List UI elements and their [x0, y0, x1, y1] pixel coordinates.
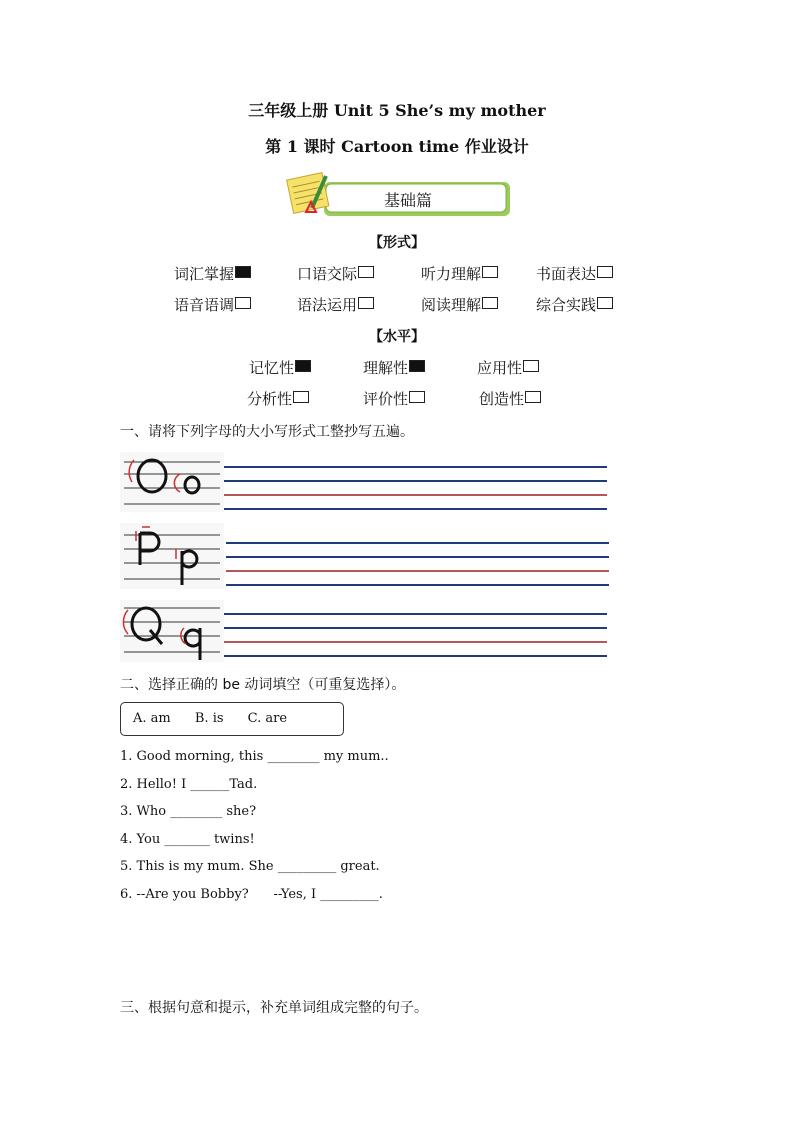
checkbox: [597, 297, 613, 309]
level-option-memory: 记忆性: [249, 357, 311, 378]
worksheet-title: 三年级上册 Unit 5 She’s my mother: [248, 101, 546, 120]
option-b: B. is: [194, 711, 224, 726]
checkbox: [523, 360, 539, 372]
checkbox: [525, 391, 541, 403]
form-option-writing: 书面表达: [536, 263, 613, 284]
checkbox: [358, 297, 374, 309]
checkbox-checked: [409, 360, 425, 372]
checkbox: [409, 391, 425, 403]
checkbox-checked: [295, 360, 311, 372]
level-option-analysis: 分析性: [247, 388, 309, 409]
writing-lines-p: [226, 542, 609, 586]
letter-q-model: [120, 600, 224, 662]
writing-lines-o: [224, 466, 607, 510]
lesson-subtitle: 第 1 课时 Cartoon time 作业设计: [265, 137, 529, 156]
section-banner: [282, 172, 514, 222]
letter-o-model: [120, 452, 224, 512]
writing-lines-q: [224, 613, 607, 657]
checkbox: [293, 391, 309, 403]
level-option-evaluation: 评价性: [363, 388, 425, 409]
question-2-item-6: 6. --Are you Bobby? --Yes, I _________.: [120, 887, 383, 902]
question-2-item-1: 1. Good morning, this ________ my mum..: [120, 749, 389, 764]
banner-label: 基础篇: [384, 191, 433, 210]
form-option-speaking: 口语交际: [297, 263, 374, 284]
level-option-application: 应用性: [477, 357, 539, 378]
checkbox: [597, 266, 613, 278]
option-a: A. am: [133, 711, 171, 726]
form-option-listening: 听力理解: [421, 263, 498, 284]
level-option-understanding: 理解性: [363, 357, 425, 378]
question-3-prompt: 三、根据句意和提示，补充单词组成完整的句子。: [120, 1000, 428, 1016]
form-heading: 【形式】: [369, 235, 425, 251]
checkbox: [358, 266, 374, 278]
form-option-grammar: 语法运用: [297, 294, 374, 315]
question-2-item-5: 5. This is my mum. She _________ great.: [120, 859, 380, 874]
level-option-creation: 创造性: [479, 388, 541, 409]
question-2-item-4: 4. You _______ twins!: [120, 832, 255, 847]
level-heading: 【水平】: [369, 329, 425, 345]
form-option-vocabulary: 词汇掌握: [174, 263, 251, 284]
form-option-reading: 阅读理解: [421, 294, 498, 315]
checkbox: [482, 266, 498, 278]
form-option-practice: 综合实践: [536, 294, 613, 315]
checkbox: [235, 297, 251, 309]
checkbox-checked: [235, 266, 251, 278]
question-2-prompt: 二、选择正确的 be 动词填空（可重复选择）。: [120, 677, 406, 693]
form-option-pronunciation: 语音语调: [174, 294, 251, 315]
question-2-item-3: 3. Who ________ she?: [120, 804, 257, 819]
question-1-prompt: 一、请将下列字母的大小写形式工整抄写五遍。: [120, 424, 414, 440]
letter-p-model: [120, 523, 224, 589]
checkbox: [482, 297, 498, 309]
question-2-item-2: 2. Hello! I ______Tad.: [120, 777, 258, 792]
option-c: C. are: [247, 711, 288, 726]
answer-options-box: [120, 702, 344, 736]
